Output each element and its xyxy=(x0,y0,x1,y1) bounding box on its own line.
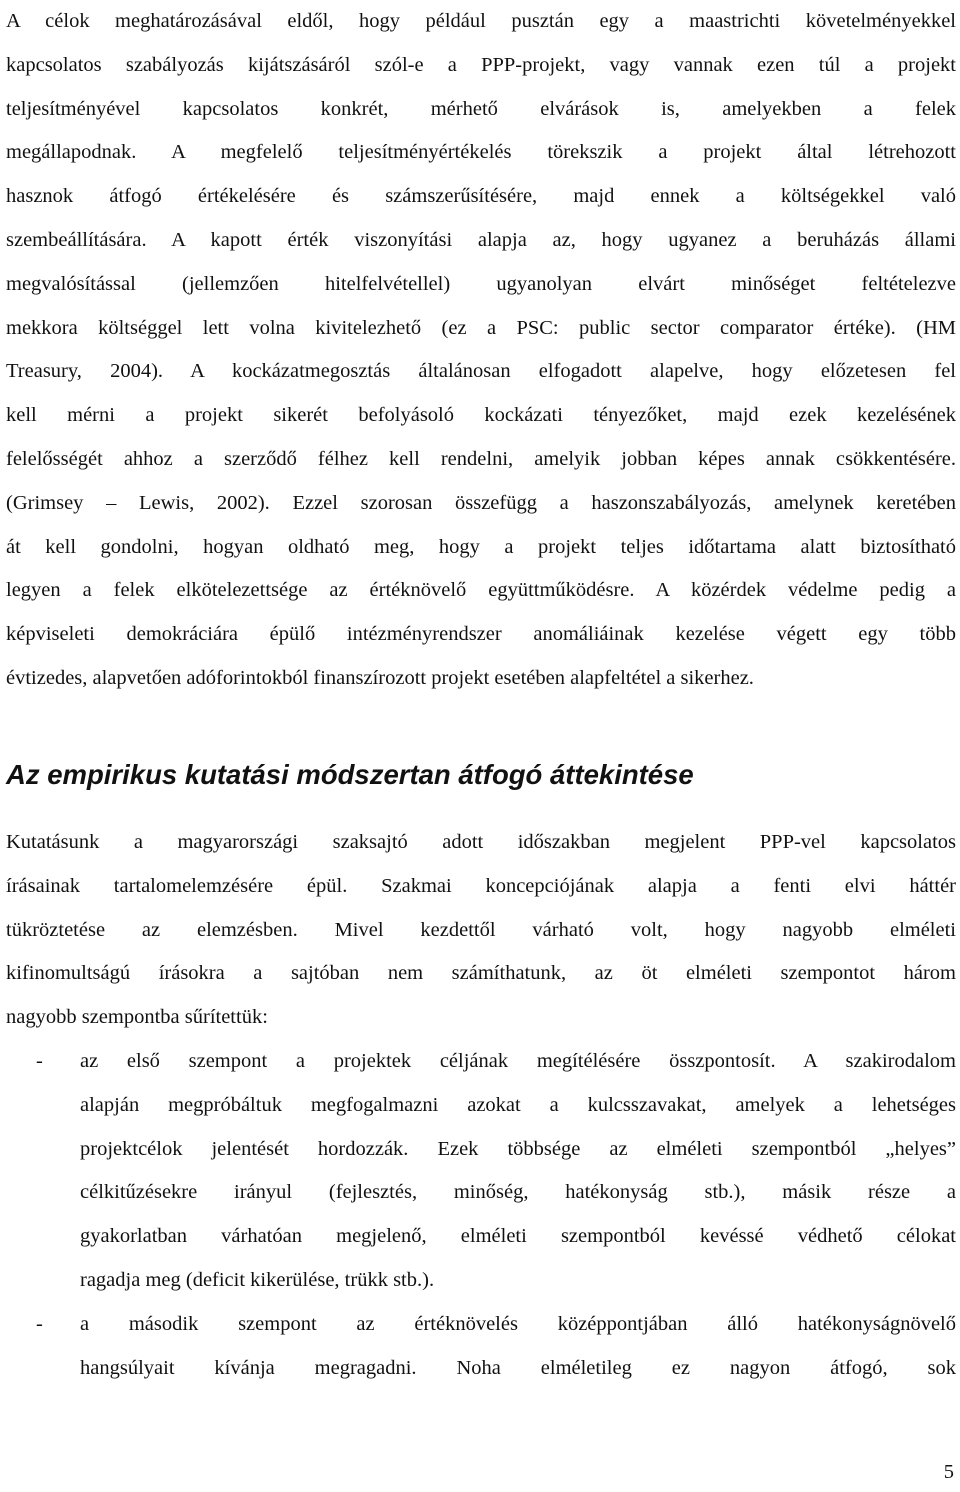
paragraph-line: felelősségét ahhoz a szerződő félhez kell rendelni, amelyik jobban képes annak csökkentésére. xyxy=(6,447,956,470)
paragraph-line: nagyobb szempontba sűrítettük: xyxy=(6,1006,268,1029)
paragraph-2 xyxy=(6,821,956,1040)
paragraph-line: mekkora költséggel lett volna kivitelezhető (ez a PSC: public sector comparator értéke). (HM xyxy=(6,316,956,339)
list-item-line: hangsúlyait kívánja megragadni. Noha elméletileg ez nagyon átfogó, sok xyxy=(80,1356,956,1379)
list-item-line: projektcélok jelentését hordozzák. Ezek többsége az elméleti szempontból „helyes” xyxy=(80,1137,956,1160)
paragraph-line: kifinomultságú írásokra a sajtóban nem számíthatunk, az öt elméleti szempontot három xyxy=(6,962,956,985)
list-item-line: gyakorlatban várhatóan megjelenő, elméleti szempontból kevéssé védhető célokat xyxy=(80,1225,956,1248)
paragraph-line: képviseleti demokráciára épülő intézményrendszer anomáliáinak kezelése végett egy több xyxy=(6,623,956,646)
list-item-line: ragadja meg (deficit kikerülése, trükk stb.). xyxy=(80,1268,435,1291)
paragraph-1 xyxy=(6,0,956,701)
paragraph-line: írásainak tartalomelemzésére épül. Szakmai koncepciójának alapja a fenti elvi háttér xyxy=(6,874,956,897)
paragraph-line: Treasury, 2004). A kockázatmegosztás általánosan elfogadott alapelve, hogy előzetesen fel xyxy=(6,360,956,383)
paragraph-line: hasznok átfogó értékelésére és számszerűsítésére, majd ennek a költségekkel való xyxy=(6,185,956,208)
list-marker: - xyxy=(36,1313,43,1335)
paragraph-line: évtizedes, alapvetően adóforintokból finanszírozott projekt esetében alapfeltétel a sikerhez. xyxy=(6,666,754,689)
paragraph-line: Kutatásunk a magyarországi szaksajtó adott időszakban megjelent PPP-vel kapcsolatos xyxy=(6,831,956,853)
list-item-line: alapján megpróbáltuk megfogalmazni azokat a kulcsszavakat, amelyek a lehetséges xyxy=(80,1093,956,1116)
paragraph-line: tükröztetése az elemzésben. Mivel kezdettől várható volt, hogy nagyobb elméleti xyxy=(6,918,956,941)
paragraph-line: teljesítményével kapcsolatos konkrét, mérhető elvárások is, amelyekben a felek xyxy=(6,97,956,120)
paragraph-line: szembeállítására. A kapott érték viszonyítási alapja az, hogy ugyanez a beruházás állami xyxy=(6,228,956,251)
paragraph-line: megvalósítással (jellemzően hitelfelvétellel) ugyanolyan elvárt minőséget feltételezve xyxy=(6,272,956,295)
paragraph-line: kell mérni a projekt sikerét befolyásoló kockázati tényezőket, majd ezek kezelésének xyxy=(6,404,956,427)
list-item-line: célkitűzésekre irányul (fejlesztés, minőség, hatékonyság stb.), másik része a xyxy=(80,1181,956,1204)
paragraph-line: legyen a felek elkötelezettsége az értéknövelő együttműködésre. A közérdek védelme pedig a xyxy=(6,579,956,602)
paragraph-line: kapcsolatos szabályozás kijátszásáról szól-e a PPP-projekt, vagy vannak ezen túl a projekt xyxy=(6,53,956,76)
list-item-line: az első szempont a projektek céljának megítélésére összpontosít. A szakirodalom xyxy=(80,1050,956,1072)
paragraph-line: át kell gondolni, hogyan oldható meg, hogy a projekt teljes időtartama alatt biztosítható xyxy=(6,535,956,558)
page-number: 5 xyxy=(943,1461,954,1483)
paragraph-line: megállapodnak. A megfelelő teljesítményértékelés törekszik a projekt által létrehozott xyxy=(6,141,956,164)
list-marker: - xyxy=(36,1050,43,1072)
paragraph-line: A célok meghatározásával eldől, hogy például pusztán egy a maastrichti követelményekkel xyxy=(6,10,956,32)
paragraph-line: (Grimsey – Lewis, 2002). Ezzel szorosan összefügg a haszonszabályozás, amelynek keretében xyxy=(6,491,956,514)
list-item-body xyxy=(80,1303,956,1391)
section-heading: Az empirikus kutatási módszertan átfogó áttekintése xyxy=(6,759,694,790)
list-item-body xyxy=(80,1040,956,1303)
list-item-line: a második szempont az értéknövelés középpontjában álló hatékonyságnövelő xyxy=(80,1313,956,1335)
